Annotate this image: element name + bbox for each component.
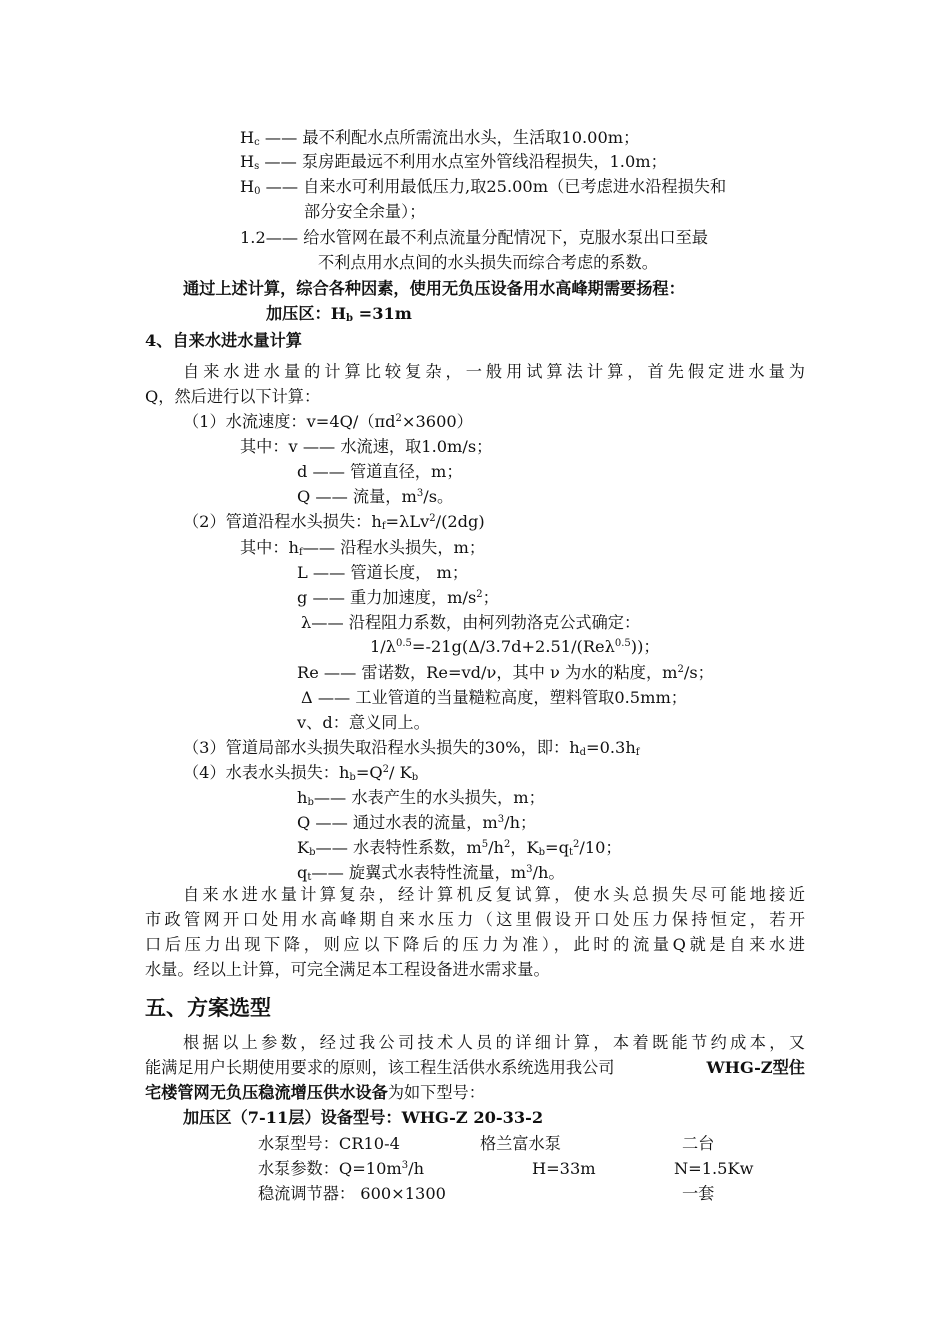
row-pump-head: H=33m xyxy=(532,1159,596,1178)
sub: f xyxy=(299,547,303,558)
sub: t xyxy=(307,872,312,883)
subscript: c xyxy=(254,137,260,148)
sub: t xyxy=(568,847,573,858)
t: /h xyxy=(488,838,504,857)
s4-line xyxy=(183,762,418,784)
def-text: —— 泵房距最远不利用水点室外管线沿程损失，1.0m； xyxy=(264,152,667,171)
sup: 2 xyxy=(572,839,580,850)
sup: 0.5 xyxy=(396,638,412,649)
row-pump-power: N=1.5Kw xyxy=(674,1159,754,1178)
f: h xyxy=(371,512,382,531)
result-post: =31m xyxy=(353,304,412,323)
row-pump-model: 水泵型号：CR10-4 xyxy=(258,1134,400,1153)
sub: b xyxy=(349,772,356,783)
sec5-p1: 根据以上参数，经过我公司技术人员的详细计算，本着既能节约成本，又 xyxy=(183,1033,805,1052)
sup: 2 xyxy=(395,413,402,424)
def-coef-cont: 不利点用水点间的水头损失而综合考虑的系数。 xyxy=(318,253,658,272)
result-pre: 加压区：H xyxy=(266,304,347,323)
subscript: 0 xyxy=(254,186,261,197)
sec4-para-1: 自来水进水量计算复杂，经计算机反复试算，使水头总损失尽可能地接近 xyxy=(183,885,805,904)
sec4-title: 4、自来水进水量计算 xyxy=(145,331,302,350)
s2-def-vd: v、d：意义同上。 xyxy=(297,713,430,732)
s4-def-kb xyxy=(297,837,622,859)
t: =Q xyxy=(355,763,383,782)
s2-colebrook xyxy=(370,636,660,658)
s1-def-v: 其中：v —— 水流速，取1.0m/s； xyxy=(240,437,493,456)
symbol: H xyxy=(240,128,255,147)
sec4-para-3: 口后压力出现下降，则应以下降后的压力为准），此时的流量Q就是自来水进 xyxy=(145,935,805,954)
t: 能满足用户长期使用要求的原则，该工程生活供水系统选用我公司 xyxy=(145,1058,615,1077)
t: /h xyxy=(408,1159,424,1178)
def-hs xyxy=(240,151,667,173)
t: Q —— 通过水表的流量，m xyxy=(297,813,498,832)
t: —— 水表产生的水头损失，m； xyxy=(313,788,545,807)
t: q xyxy=(297,863,308,882)
t: =q xyxy=(545,838,569,857)
sup: 3 xyxy=(526,864,533,875)
s1-def-d: d —— 管道直径，m； xyxy=(297,462,463,481)
f: =-21g(Δ/3.7d+2.51/(Reλ xyxy=(411,637,615,656)
sup: 2 xyxy=(382,764,390,775)
sup: 2 xyxy=(503,839,511,850)
f: 1/λ xyxy=(370,637,397,656)
def-coef: 1.2—— 给水管网在最不利点流量分配情况下，克服水泵出口至最 xyxy=(240,228,708,247)
row-pump-qty: 二台 xyxy=(682,1134,715,1153)
row-regulator: 稳流调节器： 600×1300 xyxy=(258,1184,446,1203)
def-text: —— 自来水可利用最低压力,取25.00m（已考虑进水沿程损失和 xyxy=(265,177,727,196)
sec4-para-4: 水量。经以上计算，可完全满足本工程设备进水需求量。 xyxy=(145,960,550,979)
sup: 0.5 xyxy=(614,638,631,649)
s2-def-hf xyxy=(240,537,485,559)
s1-def-q xyxy=(297,486,453,508)
t: Re —— 雷诺数，Re=vd/ν，其中 ν 为水的粘度，m xyxy=(297,663,678,682)
row-pump-params xyxy=(258,1158,424,1180)
symbol: H xyxy=(240,177,255,196)
t: ； xyxy=(482,588,499,607)
s2-label: （2）管道沿程水头损失： xyxy=(183,512,372,531)
def-h0 xyxy=(240,176,726,198)
sup: 3 xyxy=(401,1160,409,1171)
sub: b xyxy=(309,847,316,858)
symbol: H xyxy=(240,152,255,171)
sec5-p3 xyxy=(145,1082,485,1104)
row-pump-brand: 格兰富水泵 xyxy=(480,1134,561,1153)
sec4-para-2: 市政管网开口处用水高峰期自来水压力（这里假设开口处压力保持恒定，若开 xyxy=(145,910,805,929)
t: =0.3h xyxy=(586,738,636,757)
sec4-intro-2: Q，然后进行以下计算： xyxy=(145,387,321,406)
s2-def-re xyxy=(297,662,714,684)
s4-def-hb xyxy=(297,787,545,809)
product-name: WHG-Z型住 xyxy=(706,1058,805,1077)
sec3-result xyxy=(266,303,412,325)
sec5-p2 xyxy=(145,1057,805,1079)
sup: 2 xyxy=(677,664,684,675)
t: ，K xyxy=(510,838,539,857)
def-hc xyxy=(240,127,639,149)
s1-line xyxy=(183,411,473,433)
s2-def-lambda: λ—— 沿程阻力系数，由柯列勃洛克公式确定： xyxy=(301,613,641,632)
sec4-intro-1: 自来水进水量的计算比较复杂，一般用试算法计算，首先假定进水量为 xyxy=(183,362,805,381)
sup: 2 xyxy=(429,513,436,524)
sec3-conclusion: 通过上述计算，综合各种因素，使用无负压设备用水高峰期需要扬程： xyxy=(183,279,685,298)
t: 其中：h xyxy=(240,538,299,557)
t: /h； xyxy=(504,813,537,832)
t: /h。 xyxy=(532,863,565,882)
sup: 3 xyxy=(416,488,424,499)
product-name: 宅楼管网无负压稳流增压供水设备 xyxy=(145,1083,388,1102)
sub: f xyxy=(381,521,386,532)
t: h xyxy=(297,788,308,807)
f: =λLv xyxy=(385,512,430,531)
sec5-model: 加压区（7-11层）设备型号：WHG-Z 20-33-2 xyxy=(183,1108,544,1127)
s1-formula: v=4Q/（πd xyxy=(306,412,396,431)
t: / K xyxy=(389,763,412,782)
s3-line xyxy=(183,737,639,759)
t: /s； xyxy=(683,663,714,682)
t: —— 旋翼式水表特性流量，m xyxy=(311,863,527,882)
sub: b xyxy=(538,847,546,858)
s4-def-q xyxy=(297,812,536,834)
sub: b xyxy=(307,797,314,808)
def-text: —— 最不利配水点所需流出水头，生活取10.00m； xyxy=(264,128,640,147)
s1-label: （1）水流速度： xyxy=(183,412,307,431)
f: ))； xyxy=(630,637,660,656)
s2-def-l: L —— 管道长度， m； xyxy=(297,563,469,582)
sub: d xyxy=(579,747,587,758)
t: —— 水表特性系数，m xyxy=(315,838,482,857)
s1-formula-end: ×3600） xyxy=(401,412,473,431)
s2-def-delta: Δ —— 工业管道的当量糙粒高度，塑料管取0.5mm； xyxy=(301,688,687,707)
s2-def-g xyxy=(297,587,499,609)
sup: 2 xyxy=(476,589,483,600)
t: （4）水表水头损失：h xyxy=(183,763,350,782)
t: /10； xyxy=(579,838,622,857)
result-sub: b xyxy=(346,313,354,324)
sub: b xyxy=(411,772,419,783)
s4-def-qt xyxy=(297,862,565,884)
t: g —— 重力加速度，m/s xyxy=(297,588,477,607)
sub: f xyxy=(635,747,640,758)
t: 水泵参数：Q=10m xyxy=(258,1159,402,1178)
sup: 5 xyxy=(481,839,489,850)
t: K xyxy=(297,838,310,857)
t: 为如下型号： xyxy=(387,1083,485,1102)
def-text: Q —— 流量，m xyxy=(297,487,417,506)
t: —— 沿程水头损失，m； xyxy=(302,538,486,557)
subscript: s xyxy=(254,161,260,172)
f: /(2dg) xyxy=(435,512,485,531)
sec5-title: 五、方案选型 xyxy=(145,995,271,1020)
s2-line xyxy=(183,511,485,533)
def-h0-cont: 部分安全余量）； xyxy=(304,202,426,221)
def-tail: /s。 xyxy=(423,487,454,506)
t: （3）管道局部水头损失取沿程水头损失的30%，即：h xyxy=(183,738,580,757)
sup: 3 xyxy=(497,814,505,825)
row-regulator-qty: 一套 xyxy=(682,1184,715,1203)
